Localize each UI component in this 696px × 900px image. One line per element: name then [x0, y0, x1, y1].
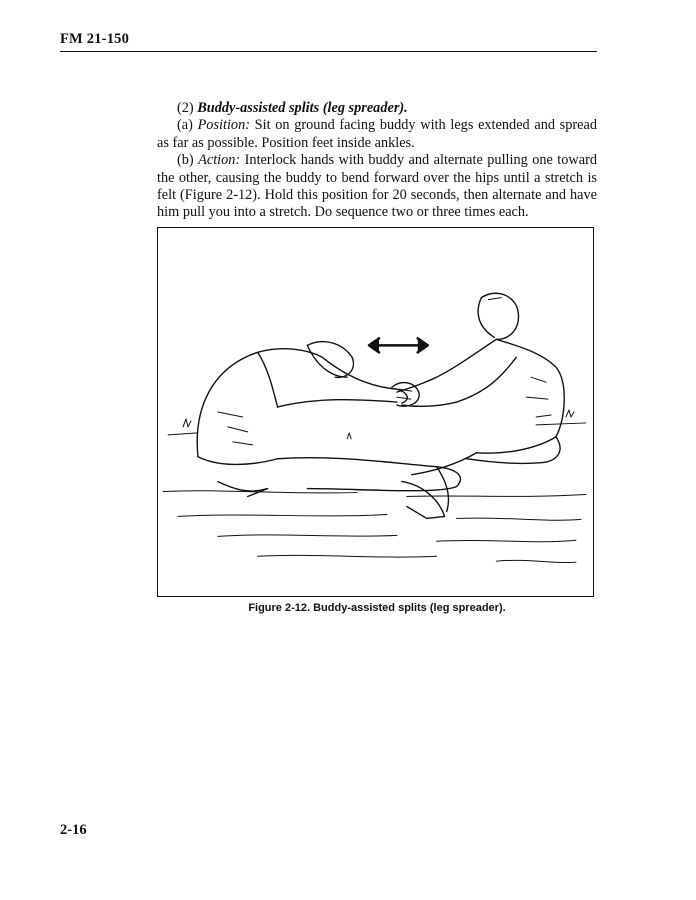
- position-paragraph: [157, 117, 597, 152]
- section-heading: [157, 100, 597, 117]
- action-heading: Action:: [198, 152, 241, 169]
- action-label: (b): [177, 152, 194, 169]
- buddy-stretch-illustration: [158, 228, 593, 596]
- position-heading: Position:: [197, 117, 250, 134]
- document-id: FM 21-150: [60, 31, 130, 47]
- section-body: [157, 100, 597, 222]
- page-number: 2-16: [60, 822, 87, 838]
- position-label: (a): [177, 117, 193, 134]
- right-person: [397, 293, 564, 474]
- position-text: Sit on ground facing buddy with legs extended and spread as far as possible. Position feet inside ankles.: [157, 117, 597, 151]
- action-paragraph: [157, 152, 597, 222]
- double-arrow-icon: [369, 338, 428, 352]
- figure-illustration: [157, 227, 594, 597]
- section-number: (2): [177, 100, 194, 116]
- figure-caption: Figure 2-12. Buddy-assisted splits (leg spreader).: [248, 602, 506, 614]
- action-text: Interlock hands with buddy and alternate pulling one toward the other, causing the buddy to bend forward over the hips until a stretch is felt (Figure 2-12). Hold this position for 20 seconds, then alternate and have him pull you into a stretch. Do sequence two or three times each.: [157, 152, 598, 221]
- section-title: Buddy-assisted splits (leg spreader).: [197, 100, 408, 116]
- ground-lines: [163, 423, 586, 563]
- grass-tufts: [183, 410, 574, 439]
- page-header: [60, 30, 597, 52]
- left-person: [197, 342, 460, 519]
